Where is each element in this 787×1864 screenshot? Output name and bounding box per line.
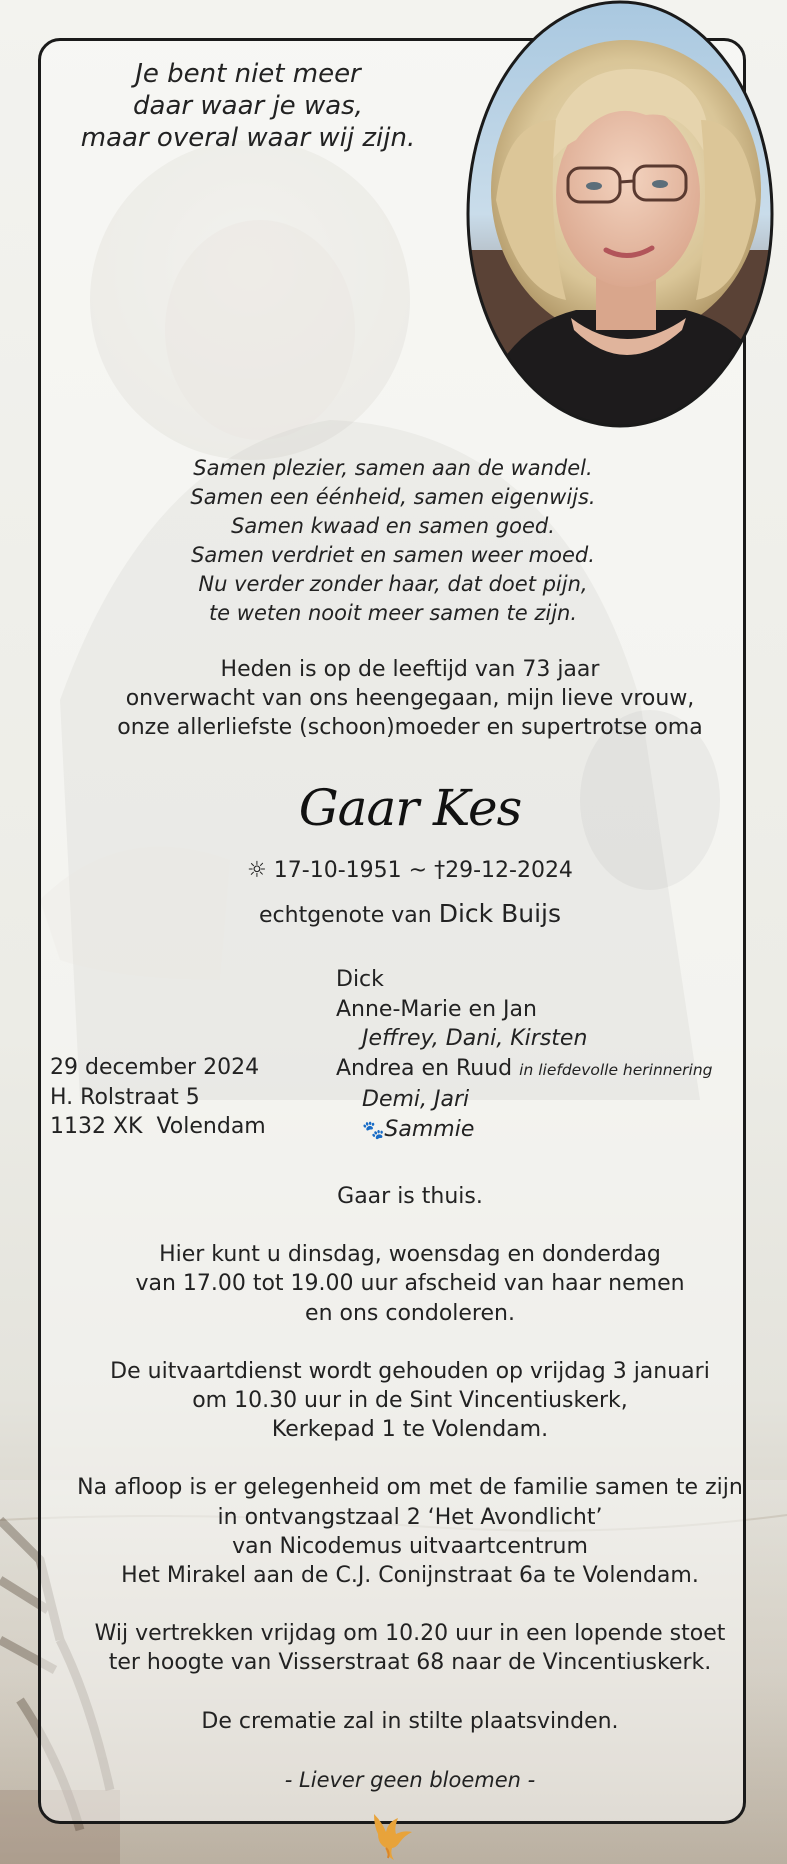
paragraph-visiting (40, 1240, 780, 1328)
announcement-line: onverwacht van ons heengegaan, mijn lieve vrouw, (125, 686, 695, 711)
family-member-row (336, 1054, 776, 1086)
grandchildren: Demi, Jari (362, 1087, 470, 1112)
deceased-name: Gaar Kes (298, 779, 522, 837)
life-dates (150, 856, 670, 886)
announcement (60, 655, 760, 742)
spouse-name: Dick Buijs (438, 899, 561, 928)
address-date: 29 december 2024 (50, 1055, 260, 1080)
family-member: Anne-Marie en Jan (336, 996, 537, 1022)
paragraph-line: van 17.00 tot 19.00 uur afscheid van haar nemen (135, 1271, 685, 1297)
birth-date: 17-10-1951 (273, 858, 402, 883)
poem-line: te weten nooit meer samen te zijn. (208, 601, 578, 625)
paragraph-line: De uitvaartdienst wordt gehouden op vrijdag 3 januari (110, 1358, 710, 1384)
spouse-line (150, 897, 670, 933)
paragraph-home (40, 1182, 780, 1211)
paw-icon: 🐾 (362, 1119, 385, 1141)
family-member: Dick (336, 967, 384, 992)
correspondence-address (50, 1053, 330, 1142)
family-list (336, 965, 776, 1145)
paragraph-cremation (40, 1707, 780, 1736)
portrait-photo (456, 0, 784, 428)
paragraph-line: en ons condoleren. (305, 1300, 515, 1326)
paragraph-service (40, 1357, 780, 1445)
address-city: 1132 XK Volendam (50, 1114, 266, 1139)
dove-icon (368, 1808, 418, 1862)
paragraph-reception (40, 1473, 780, 1590)
spouse-prefix: echtgenote van (259, 903, 432, 928)
cross-icon: † (434, 858, 446, 883)
paragraph-line: van Nicodemus uitvaartcentrum (232, 1533, 588, 1559)
funeral-details (40, 1182, 780, 1765)
poem-line: Samen plezier, samen aan de wandel. (193, 456, 593, 480)
poem-line: Samen verdriet en samen weer moed. (191, 543, 595, 567)
announcement-line: Heden is op de leeftijd van 73 jaar (220, 657, 600, 682)
paragraph-line: Gaar is thuis. (337, 1184, 483, 1209)
pet-name: Sammie (384, 1116, 475, 1142)
opening-quote (58, 58, 438, 154)
family-member: Andrea en Ruud (336, 1055, 513, 1081)
paragraph-line: Wij vertrekken vrijdag om 10.20 uur in een lopende stoet (94, 1621, 726, 1647)
sun-icon: ☼ (247, 858, 267, 883)
no-flowers-note: - Liever geen bloemen - (284, 1768, 536, 1792)
announcement-line: onze allerliefste (schoon)moeder en supertrotse oma (117, 715, 703, 740)
poem-line: Samen een éénheid, samen eigenwijs. (190, 485, 596, 509)
quote-line: daar waar je was, (133, 91, 363, 121)
grandchildren: Jeffrey, Dani, Kirsten (362, 1026, 588, 1051)
pet-row (336, 1115, 776, 1146)
date-separator: ~ (408, 858, 428, 883)
address-street: H. Rolstraat 5 (50, 1084, 200, 1110)
paragraph-line: om 10.30 uur in de Sint Vincentiuskerk, (192, 1388, 628, 1414)
memorial-note: in liefdevolle herinnering (519, 1060, 713, 1079)
paragraph-procession (40, 1619, 780, 1677)
poem-line: Samen kwaad en samen goed. (231, 514, 555, 538)
quote-line: maar overal waar wij zijn. (80, 123, 416, 153)
death-date: 29-12-2024 (445, 858, 573, 883)
paragraph-line: Kerkepad 1 te Volendam. (271, 1417, 549, 1443)
poem (93, 454, 693, 628)
paragraph-line: ter hoogte van Visserstraat 68 naar de Vincentiuskerk. (108, 1650, 712, 1676)
paragraph-line: in ontvangstzaal 2 ‘Het Avondlicht’ (217, 1504, 603, 1530)
quote-line: Je bent niet meer (135, 59, 361, 89)
paragraph-line: Na afloop is er gelegenheid om met de familie samen te zijn (77, 1475, 743, 1501)
paragraph-line: De crematie zal in stilte plaatsvinden. (201, 1708, 619, 1734)
paragraph-line: Hier kunt u dinsdag, woensdag en donderdag (159, 1242, 661, 1268)
paragraph-line: Het Mirakel aan de C.J. Conijnstraat 6a te Volendam. (121, 1563, 699, 1589)
poem-line: Nu verder zonder haar, dat doet pijn, (198, 572, 588, 596)
